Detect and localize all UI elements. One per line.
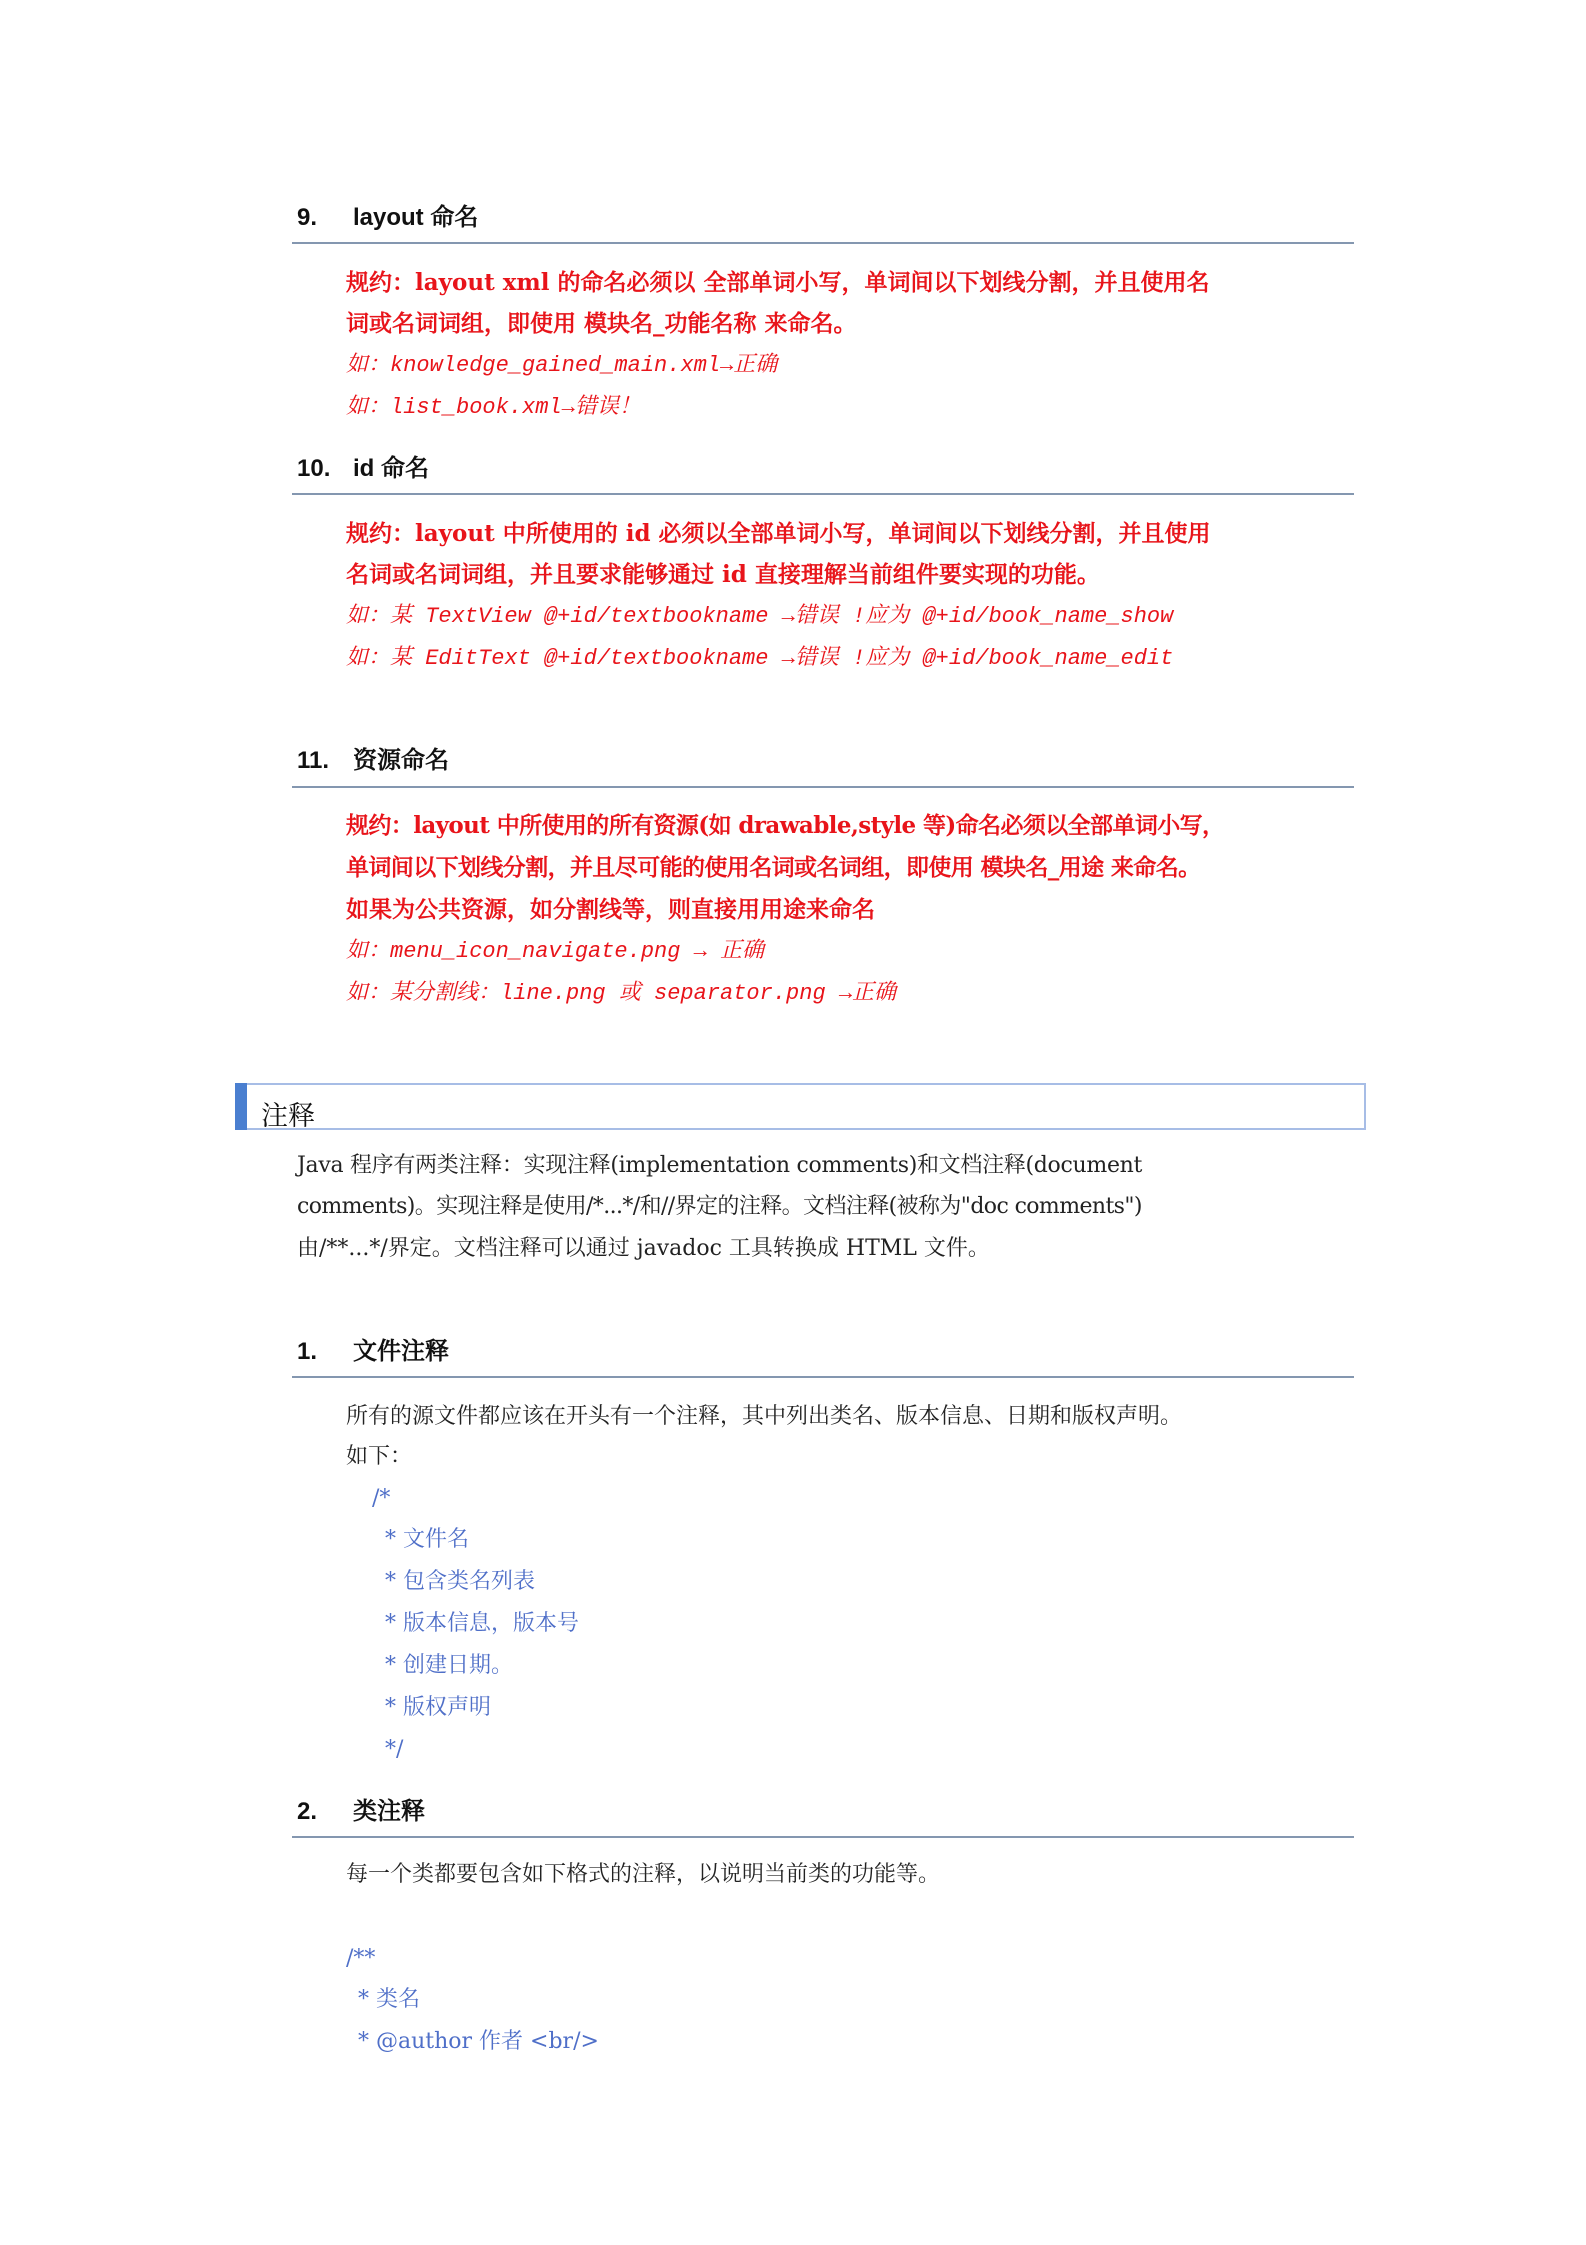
rule-text: 词或名词词组，即使用 模块名_功能名称 来命名。 — [346, 310, 857, 337]
intro-text: comments)。实现注释是使用/*...*/和//界定的注释。文档注释(被称为"doc comments") — [297, 1194, 1142, 1219]
heading-number: 10. — [297, 455, 331, 482]
heading-number: 1. — [297, 1338, 318, 1365]
heading-rule — [292, 242, 1354, 244]
heading-class-comment — [297, 1800, 425, 1824]
code-line: * 版本信息，版本号 — [385, 1611, 579, 1636]
heading-title: 资源命名 — [353, 747, 449, 774]
heading-title: 类注释 — [353, 1798, 425, 1825]
heading-rule — [292, 786, 1354, 788]
heading-number: 2. — [297, 1798, 318, 1825]
example-text: 如：list_book.xml→错误！ — [346, 395, 641, 420]
body-text: 所有的源文件都应该在开头有一个注释，其中列出类名、版本信息、日期和版权声明。 — [346, 1404, 1183, 1429]
rule-text: 单词间以下划线分割，并且尽可能的使用名词或名词组，即使用 模块名_用途 来命名。 — [346, 854, 1201, 881]
example-text: 如：某 TextView @+id/textbookname →错误 !应为 @+id/book_name_show — [346, 604, 1174, 629]
heading-number: 11. — [297, 747, 330, 774]
heading-layout-naming — [297, 206, 478, 230]
code-line: * @author 作者 <br/> — [358, 2029, 599, 2054]
heading-number: 9. — [297, 204, 318, 231]
rule-text: 规约：layout xml 的命名必须以 全部单词小写，单词间以下划线分割，并且使用名 — [346, 269, 1210, 296]
heading-file-comment — [297, 1340, 449, 1364]
intro-text: Java 程序有两类注释：实现注释(implementation comments)和文档注释(document — [297, 1153, 1143, 1178]
section-title: 注释 — [261, 1101, 315, 1132]
rule-text: 如果为公共资源，如分割线等，则直接用用途来命名 — [346, 896, 875, 923]
intro-text: 由/**...*/界定。文档注释可以通过 javadoc 工具转换成 HTML 文件。 — [297, 1236, 990, 1261]
heading-title: id 命名 — [353, 455, 429, 482]
rule-text: 名词或名词词组，并且要求能够通过 id 直接理解当前组件要实现的功能。 — [346, 561, 1100, 588]
code-line: * 类名 — [358, 1987, 420, 2012]
section-heading-comments — [235, 1083, 1366, 1130]
heading-id-naming — [297, 457, 429, 481]
heading-title: 文件注释 — [353, 1338, 449, 1365]
code-line: * 文件名 — [385, 1527, 469, 1552]
body-text: 每一个类都要包含如下格式的注释，以说明当前类的功能等。 — [346, 1862, 941, 1887]
heading-resource-naming — [297, 749, 449, 773]
section-accent-bar — [235, 1083, 247, 1130]
code-line: * 版权声明 — [385, 1695, 491, 1720]
example-text: 如：某 EditText @+id/textbookname →错误 !应为 @+id/book_name_edit — [346, 646, 1174, 671]
rule-text: 规约：layout 中所使用的所有资源(如 drawable,style 等)命名必须以全部单词小写， — [346, 812, 1225, 839]
heading-rule — [292, 1376, 1354, 1378]
rule-text: 规约：layout 中所使用的 id 必须以全部单词小写，单词间以下划线分割，并且使用 — [346, 520, 1211, 547]
heading-rule — [292, 1836, 1354, 1838]
heading-title: layout 命名 — [353, 204, 479, 231]
code-line: /* — [372, 1486, 391, 1511]
body-text: 如下： — [346, 1444, 413, 1469]
example-text: 如：menu_icon_navigate.png → 正确 — [346, 939, 765, 964]
code-line: * 创建日期。 — [385, 1653, 513, 1678]
code-line: * 包含类名列表 — [385, 1569, 535, 1594]
heading-rule — [292, 493, 1354, 495]
code-line: /** — [346, 1946, 376, 1971]
example-text: 如：knowledge_gained_main.xml→正确 — [346, 353, 778, 378]
code-line: */ — [385, 1737, 404, 1762]
example-text: 如：某分割线：line.png 或 separator.png →正确 — [346, 981, 897, 1006]
